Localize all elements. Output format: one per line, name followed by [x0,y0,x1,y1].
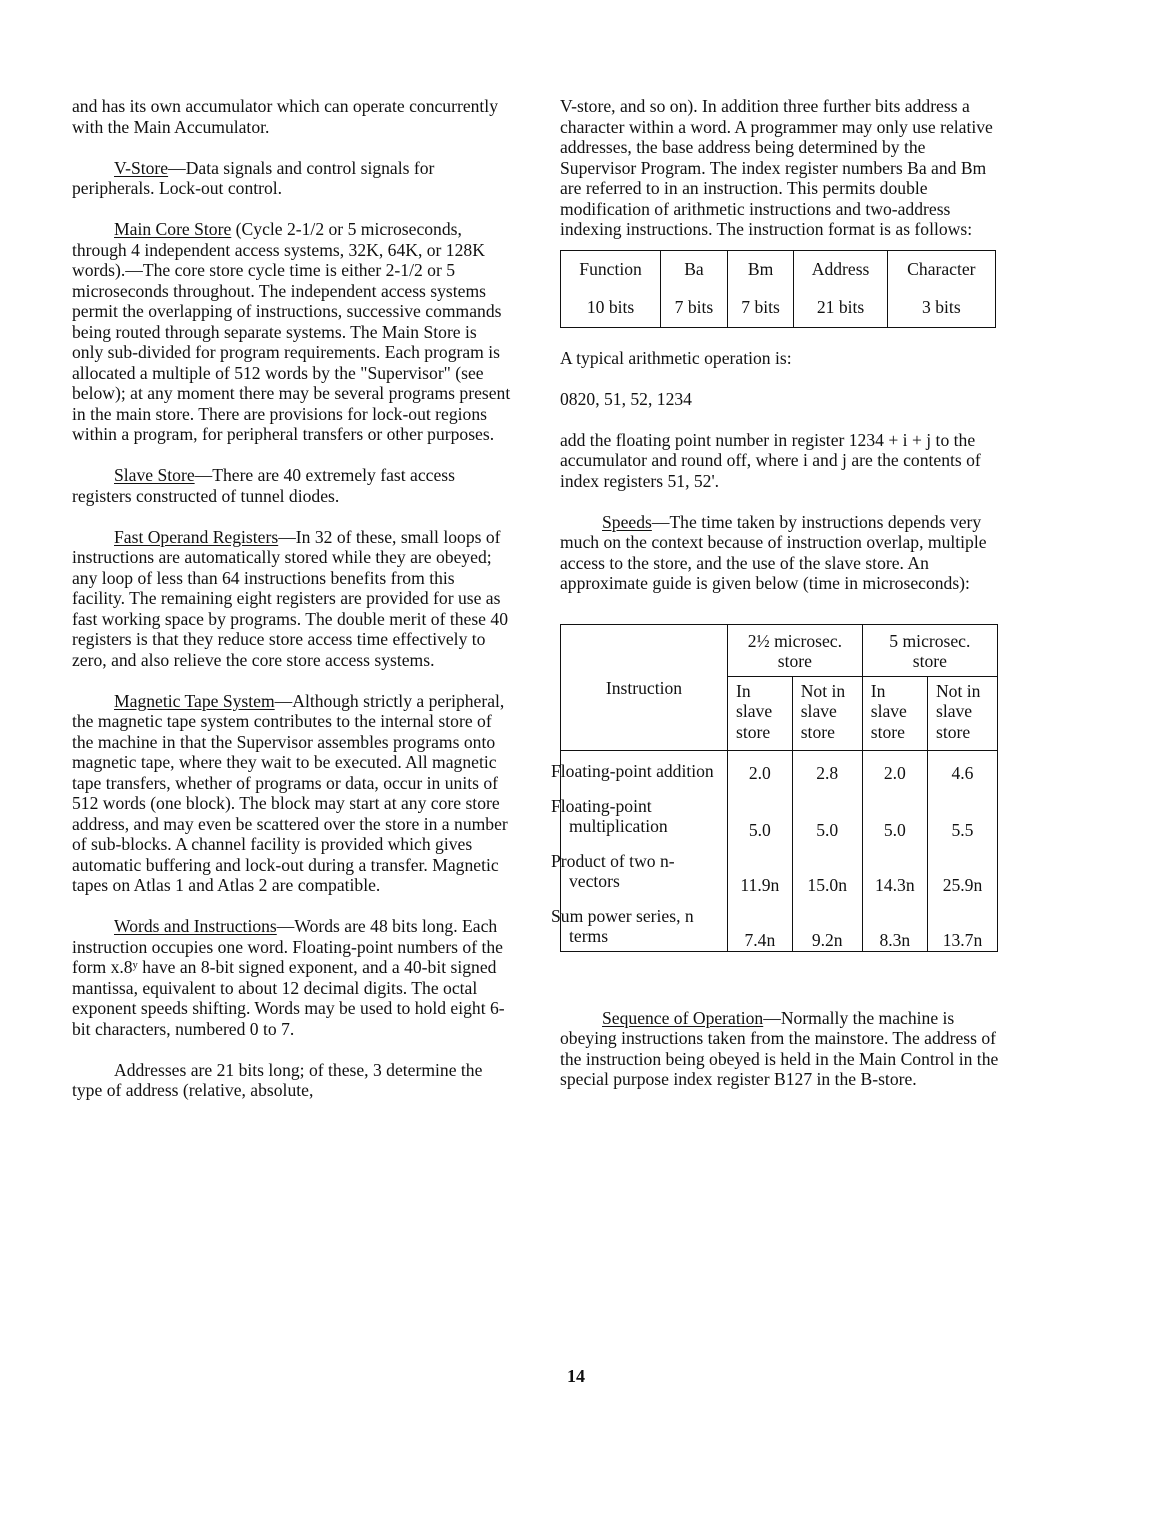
paragraph-accumulator: and has its own accumulator which can operate concurrently with the Main Accumulator. [72,96,498,137]
row-value: 2.0 [728,751,793,786]
table-row [561,841,998,896]
table-row [561,751,998,786]
format-bits-cell: 3 bits [887,289,995,328]
paragraph-addresses: Addresses are 21 bits long; of these, 3 determine the type of address (relative, absolute, [72,1059,483,1100]
left-column [72,96,512,1101]
right-column [551,96,1000,1090]
format-field-cell: Ba [661,250,728,289]
row-instruction-name: Sum power series, n terms [561,896,728,952]
sub-header-not-in-slave: Not in slave store [792,676,862,751]
paragraph-v-store: V-Store—Data signals and control signals for peripherals. Lock-out control. [72,157,435,198]
example-code: 0820, 51, 52, 1234 [560,388,692,409]
format-field-row [561,250,996,289]
heading-fast-operand-registers: Fast Operand Registers [114,526,279,547]
row-instruction-name: Product of two n-vectors [561,841,728,896]
paragraph-main-core-store: Main Core Store (Cycle 2-1/2 or 5 microseconds, through 4 independent access systems, 32K, 64K, or 128K words).—The core store cycle time is either 2-1/2 or 5 microseconds throughout. The independent access systems permit the overlapping of instructions, successive commands being routed through separate systems. The Main Store is only sub-divided for program requirements. Each program is allocated a multiple of 512 words by the "Supervisor" (see below); at any moment there may be several programs present in the main store. There are provisions for lock-out regions within a program, for peripheral transfers or other purposes. [72,219,511,444]
heading-slave-store: Slave Store [114,465,195,485]
heading-words-and-instructions: Words and Instructions [114,916,277,936]
sub-header-in-slave: In slave store [728,676,793,751]
example-intro: A typical arithmetic operation is: [560,347,792,368]
format-field-cell: Character [887,250,995,289]
row-value: 5.0 [792,786,862,841]
instruction-column-header: Instruction [561,624,728,751]
row-value: 4.6 [927,751,997,786]
paragraph-sequence-of-operation: Sequence of Operation—Normally the machine is obeying instructions taken from the mainstore. The address of the instruction being obeyed is held in the Main Control in the special purpose index register B127 in the B-store. [560,1007,999,1089]
row-value: 13.7n [927,896,997,952]
format-bits-row [561,289,996,328]
heading-main-core-store: Main Core Store [114,219,232,239]
group-header-5: 5 microsec. store [862,624,997,676]
speed-table-group-header [561,624,998,676]
sub-header-not-in-slave: Not in slave store [927,676,997,751]
format-bits-cell: 7 bits [727,289,794,328]
format-bits-cell: 21 bits [794,289,887,328]
page-number: 14 [567,1366,585,1386]
format-field-cell: Address [794,250,887,289]
format-bits-cell: 7 bits [661,289,728,328]
row-value: 2.0 [862,751,927,786]
row-instruction-name: Floating-point multiplication [561,786,728,841]
group-header-2half: 2½ microsec. store [728,624,863,676]
row-value: 8.3n [862,896,927,952]
heading-v-store: V-Store [114,157,169,178]
row-value: 15.0n [792,841,862,896]
table-row [561,786,998,841]
row-value: 5.0 [728,786,793,841]
example-description: add the floating point number in register 1234 + i + j to the accumulator and round off, where i and j are the contents of index registers 51, 52'. [560,429,981,491]
format-field-cell: Bm [727,250,794,289]
paragraph-slave-store: Slave Store—There are 40 extremely fast access registers constructed of tunnel diodes. [72,465,455,506]
row-value: 14.3n [862,841,927,896]
paragraph-address-continuation: V-store, and so on). In addition three further bits address a character within a word. A programmer may only use relative addresses, the base address being determined by the Supervisor Program. The index register numbers Ba and Bm are referred to in an instruction. This permits double modification of arithmetic instructions and two-address indexing instructions. The instruction format is as follows: [560,96,993,239]
row-value: 9.2n [792,896,862,952]
sub-header-in-slave: In slave store [862,676,927,751]
heading-magnetic-tape-system: Magnetic Tape System [114,690,275,711]
row-value: 25.9n [927,841,997,896]
speed-table [551,624,998,952]
paragraph-magnetic-tape-system: Magnetic Tape System—Although strictly a peripheral, the magnetic tape system contributes to the internal store of the machine in that the Supervisor assembles programs onto magnetic tape, where they wait to be executed. All magnetic tape transfers, whether of programs or data, occur in units of 512 words (one block). The block may start at any core store address, and may even be scattered over the store in a number of sub-blocks. A channel facility is provided which gives automatic buffering and lock-out during a transfer. Magnetic tapes on Atlas 1 and Atlas 2 are compatible. [72,690,508,895]
row-instruction-name: Floating-point addition [561,751,728,786]
paragraph-words-and-instructions: Words and Instructions—Words are 48 bits long. Each instruction occupies one word. Floating-point numbers of the form x.8ʸ have an 8-bit signed exponent, and a 40-bit signed mantissa, equivalent to about 12 decimal digits. The octal exponent speeds shifting. Words may be used to hold eight 6-bit characters, numbered 0 to 7. [72,916,505,1039]
paragraph-fast-operand-registers: Fast Operand Registers—In 32 of these, small loops of instructions are automatically stored while they are obeyed; any loop of less than 64 instructions benefits from this facility. The remaining eight registers are provided for use as fast working space by programs. The double merit of these 40 registers is that they reduce store access time effectively to zero, and also relieve the core store access systems. [72,526,508,670]
heading-speeds: Speeds [602,511,652,532]
table-row [561,896,998,952]
row-value: 2.8 [792,751,862,786]
instruction-format-table [560,250,996,328]
row-value: 5.0 [862,786,927,841]
heading-sequence-of-operation: Sequence of Operation [602,1007,764,1028]
format-field-cell: Function [561,250,661,289]
row-value: 7.4n [728,896,793,952]
format-bits-cell: 10 bits [561,289,661,328]
paragraph-speeds: Speeds—The time taken by instructions depends very much on the context because of instruction overlap, multiple access to the store, and the use of the slave store. An approximate guide is given below (time in microseconds): [560,511,987,593]
row-value: 11.9n [728,841,793,896]
row-value: 5.5 [927,786,997,841]
